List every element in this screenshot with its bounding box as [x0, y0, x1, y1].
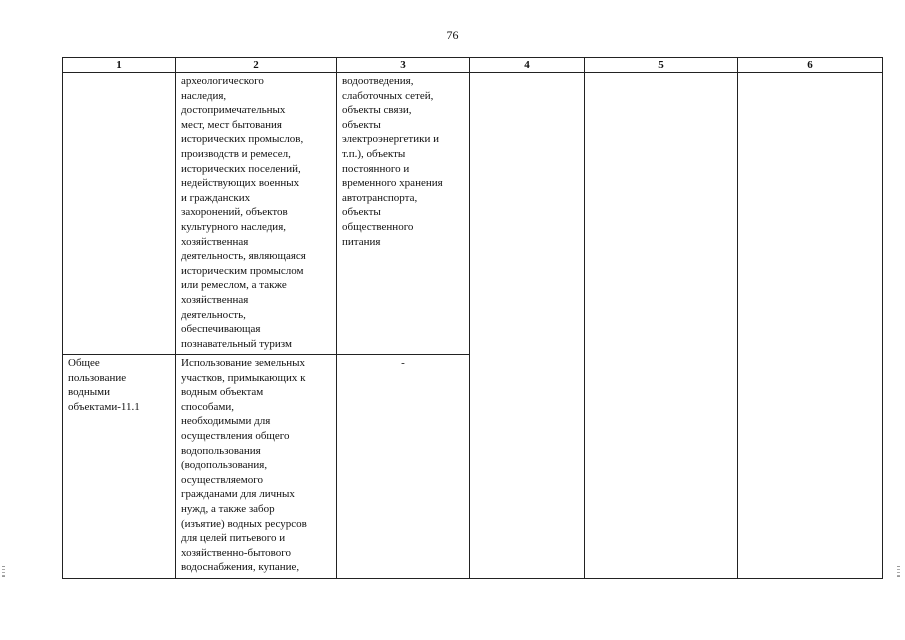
column-header-1: 1 — [63, 58, 176, 73]
col5-cell — [585, 73, 738, 579]
row1-col3-cell — [337, 73, 470, 355]
land-use-table — [62, 57, 883, 579]
table-row — [63, 73, 883, 355]
scan-margin-mark-right — [897, 566, 900, 577]
column-header-3: 3 — [337, 58, 470, 73]
scan-margin-mark-left — [2, 566, 5, 577]
col4-cell — [470, 73, 585, 579]
row2-col3-text: - — [401, 357, 405, 369]
page-number: 76 — [446, 28, 459, 42]
row2-col3-cell — [337, 355, 470, 579]
column-header-5: 5 — [585, 58, 738, 73]
row1-col2-cell — [176, 73, 337, 355]
table-header-row — [63, 58, 883, 73]
column-header-2: 2 — [176, 58, 337, 73]
row1-col3-text: водоотведения, слаботочных сетей, объекты связи, объекты электроэнергетики и т.п.), объекты постоянного и временного хранения автотранспорта, объекты общественного питания — [342, 75, 443, 248]
col6-cell — [738, 73, 883, 579]
row2-col1-text: Общее пользование водными объектами-11.1 — [68, 357, 140, 413]
column-header-6: 6 — [738, 58, 883, 73]
row2-col2-text: Использование земельных участков, примыкающих к водным объектам способами, необходимыми для осуществления общего водопользования (водопользования, осуществляемого гражданами для личных нужд, а также забор (изъятие) водных ресурсов для целей питьевого и хозяйственно-бытового водоснабжения, купание, — [181, 357, 307, 574]
row2-col1-cell — [63, 355, 176, 579]
row1-col1-cell — [63, 73, 176, 355]
row1-col2-text: археологического наследия, достопримечательных мест, мест бытования исторических промыслов, производств и ремесел, исторических поселений, недействующих военных и гражданских захоронений, объектов культурного наследия, хозяйственная деятельность, являющаяся историческим промыслом или ремеслом, а также хозяйственная деятельность, обеспечивающая познавательный туризм — [181, 75, 306, 350]
row2-col2-cell — [176, 355, 337, 579]
column-header-4: 4 — [470, 58, 585, 73]
